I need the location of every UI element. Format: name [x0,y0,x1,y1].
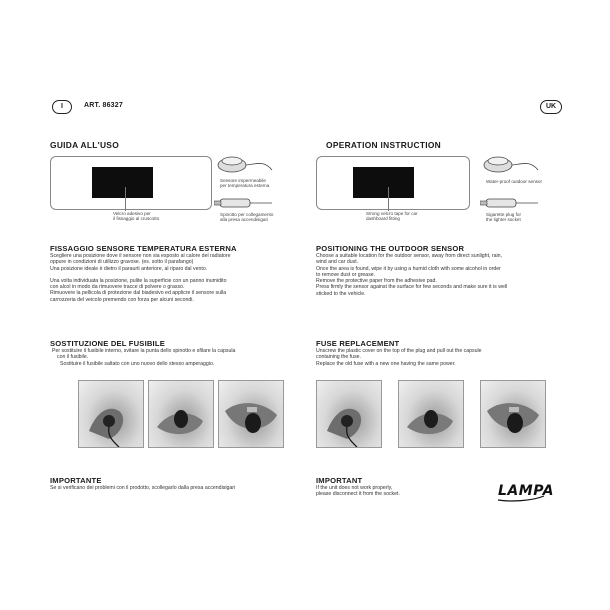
text-line: sticked to the vehicle. [316,290,366,297]
fuse-hand-photo [78,380,144,448]
callout-line: Strong velcro tape for car [366,211,418,216]
callout-line: Water-proof outdoor sensor [486,179,543,184]
english-title: OPERATION INSTRUCTION [326,140,442,150]
leader-line [388,187,389,211]
text-line: Sostituire il fusibile saltato con uno nuovo dello stesso amperaggio. [60,360,215,367]
thermometer-device-illustration [316,156,470,210]
text-line: Remove the protective paper from the adhesive pad. [316,278,437,285]
outdoor-sensor-icon [214,152,274,178]
fuse-hand-photo [480,380,546,448]
callout-line: Sigarette plug for [486,212,521,217]
callout-line: il fissaggio al cruscotto [113,216,160,222]
outdoor-sensor-icon [480,152,540,178]
text-line: Choose a suitable location for the outdoor sensor, away from direct sunlight, rain, [316,253,502,259]
fuse-heading-it: SOSTITUZIONE DEL FUSIBILE [50,339,165,348]
callout-plug-it [220,212,273,223]
text-line: please disconnect it from the socket. [316,491,400,498]
fuse-hand-photo [316,380,382,448]
callout-sensor-en [486,179,542,184]
lampa-logo [496,483,554,502]
text-line: con il fusibile. [57,354,89,361]
sensor-heading-it: FISSAGGIO SENSORE TEMPERATURA ESTERNA [50,244,237,253]
callout-plug-en [486,212,521,223]
thermometer-device-illustration [50,156,212,210]
italian-title: GUIDA ALL'USO [50,140,120,150]
text-line: Per sostituire il fusibile interno, svitare la punta dello spinotto e sfilare la capsula [52,348,236,354]
logo-text: LAMPA [498,483,554,499]
sensor-instructions-en [316,253,571,297]
text-line: Se si verificano dei problemi con il prodotto, scollegarlo dalla presa accendisigari [50,485,236,491]
sensor-heading-en: POSITIONING THE OUTDOOR SENSOR [316,244,465,253]
fuse-instructions-en [316,348,571,367]
text-line: Press firmly the sensor against the surface for few seconds and make sure it is well [316,284,508,291]
language-badge-italian: I [52,100,72,114]
lighter-plug-icon [214,196,276,210]
callout-line: Velcro adesivo per [113,211,151,216]
fuse-hand-photo [148,380,214,448]
callout-sensor-it [220,178,269,189]
fuse-instructions-it [52,348,302,367]
callout-line: alla presa accendisigari [220,217,269,223]
text-line: If the unit does not work properly, [316,485,393,491]
sensor-instructions-it [50,253,300,303]
text-line: wind and car dust. [316,259,359,266]
callout-velcro-it [113,211,159,222]
text-line: con alcol in modo da rimuovere tracce di polvere o grasso. [50,284,185,291]
important-heading-it: IMPORTANTE [50,476,102,485]
text-line: Una posizione ideale è dietro il paraurti anteriore, al riparo dal vento. [50,265,208,272]
text-line: Once the area is found, wipe it by using a humid cloth with some alcohol in order [316,265,501,272]
fuse-hand-photo [398,380,464,448]
callout-line: the lighter socket [486,217,521,223]
device-display [353,167,414,198]
fuse-heading-en: FUSE REPLACEMENT [316,339,400,348]
fuse-hand-photo [218,380,284,448]
text-line: Una volta individuata la posizione, pulite la superficie con un panno inumidito [50,277,227,284]
text-line: carrozzeria del veicolo premendo con forza per alcuni secondi. [50,296,194,303]
text-line: Scegliere una posizione dove il sensore non sia esposto al calore del radiatore [50,253,231,259]
callout-line: dashboard fitting [366,216,400,222]
text-line: containing the fuse. [316,354,361,361]
text-line: to remove dust or grease. [316,271,376,278]
important-heading-en: IMPORTANT [316,476,363,485]
important-text-it [50,485,310,491]
article-number: ART. 86327 [84,102,123,109]
lighter-plug-icon [480,196,542,210]
language-badge-uk: UK [540,100,562,114]
callout-velcro-en [366,211,418,222]
callout-line: Spinotto per collegamento [220,212,274,217]
callout-line: per temperatura esterna [220,183,270,189]
device-display [92,167,153,198]
text-line: Unscrew the plastic cover on the top of the plug and pull out the capsule [316,348,482,354]
callout-line: Sensore impermeabile [220,178,266,183]
text-line: oppure in condizioni di utilizzo gravose. (es. sotto il parafango) [50,259,194,266]
leader-line [125,187,126,211]
text-line: Replace the old fuse with a new one having the same power. [316,360,456,367]
text-line: Rimuovere la pellicola di protezione dal biadesivo ed applicre il sensore sulla [50,290,227,297]
important-text-en [316,485,496,498]
